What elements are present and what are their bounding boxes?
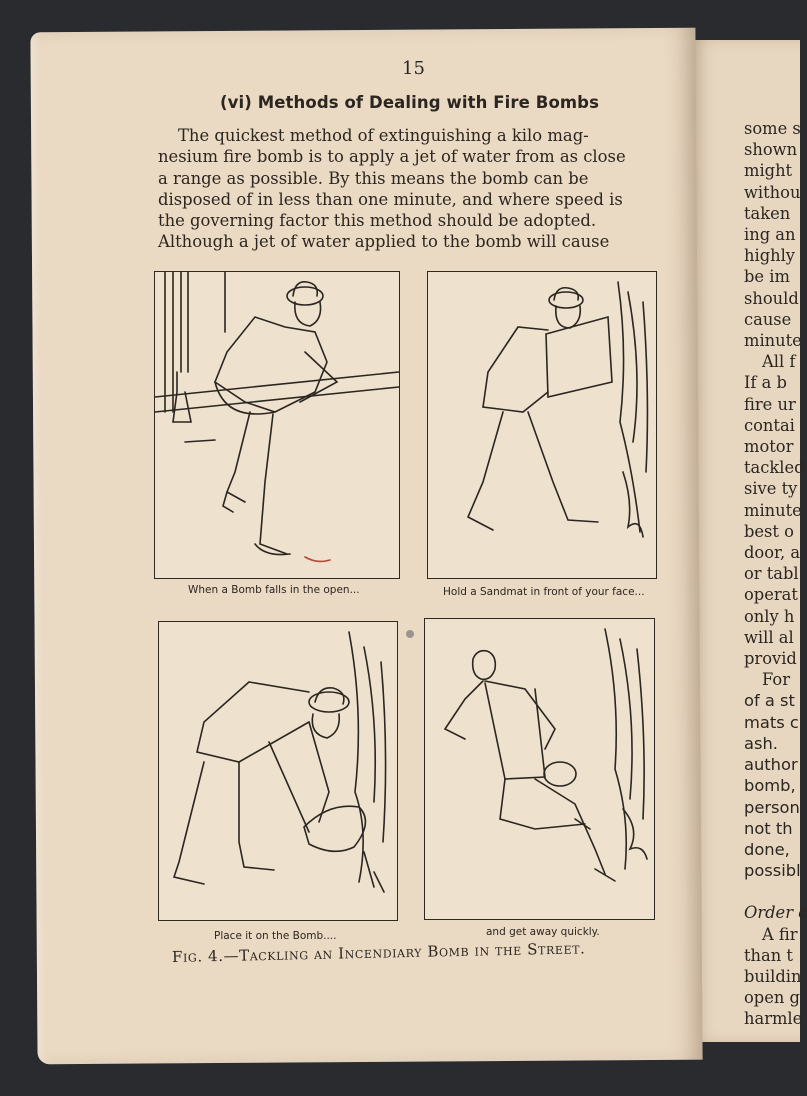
- right-page-line: buildin: [744, 966, 802, 986]
- body-line: Although a jet of water applied to the bomb will cause: [158, 232, 610, 252]
- right-page-line: or tabl: [744, 564, 799, 584]
- right-page-line: fire ur: [744, 394, 796, 414]
- illustration-panel-bomb-falls: [154, 271, 400, 579]
- right-page-line: door, a: [744, 543, 801, 563]
- right-page-line: cause: [744, 309, 792, 329]
- right-page-line: of a st: [744, 691, 795, 711]
- right-page-line: If a b: [744, 373, 787, 393]
- right-page-line: possibl: [744, 861, 801, 881]
- right-page-line: might: [744, 161, 793, 181]
- right-page-line: For: [762, 670, 790, 690]
- man-running-illustration: [155, 272, 399, 578]
- panel-caption: and get away quickly.: [486, 926, 600, 938]
- right-page-line: minute: [744, 331, 802, 351]
- right-page-line: taken: [744, 203, 791, 223]
- illustration-panel-sandmat: [427, 271, 657, 579]
- right-page-line: [744, 881, 804, 902]
- right-page-line: should: [744, 288, 799, 308]
- right-page-line: ash.: [744, 733, 778, 753]
- page-mark: [406, 630, 414, 638]
- right-page-line: not th: [744, 818, 793, 838]
- section-heading: (vi) Methods of Dealing with Fire Bombs: [220, 93, 600, 112]
- body-line: disposed of in less than one minute, and where speed is: [158, 189, 623, 209]
- right-page-line: tackled: [744, 458, 805, 478]
- right-page-line: sive ty: [744, 479, 798, 499]
- illustration-panel-place-on-bomb: [158, 621, 398, 921]
- figure-caption: Fig. 4.—Tackling an Incendiary Bomb in the Street.: [171, 939, 586, 966]
- right-page-line: highly: [744, 246, 796, 266]
- right-page-line: author: [744, 755, 798, 775]
- right-page-line: bomb,: [744, 776, 796, 796]
- right-page-line: than t: [744, 945, 793, 965]
- right-page-text: [744, 118, 807, 1030]
- right-page-line: A fir: [762, 924, 798, 944]
- man-placing-sandmat-illustration: [159, 622, 397, 920]
- page-number: 15: [402, 58, 425, 79]
- man-holding-sandmat-illustration: [428, 272, 656, 578]
- body-line: The quickest method of extinguishing a kilo mag-: [178, 126, 589, 145]
- right-page-line: motor: [744, 437, 794, 457]
- right-page-line: contai: [744, 415, 795, 435]
- body-line: nesium fire bomb is to apply a jet of water from as close: [158, 147, 626, 167]
- right-page-line: minute: [744, 500, 802, 520]
- right-page-line: mats c: [744, 712, 799, 732]
- right-page-line: shown: [744, 140, 798, 160]
- right-page-line: done,: [744, 839, 790, 859]
- right-page-line: be im: [744, 267, 790, 287]
- body-line: the governing factor this method should be adopted.: [158, 211, 597, 231]
- right-page-line: All f: [762, 352, 796, 372]
- panel-caption: Place it on the Bomb....: [214, 930, 337, 942]
- right-page-line: Order c: [744, 903, 807, 923]
- right-page-line: some s: [744, 119, 801, 138]
- body-line: a range as possible. By this means the bomb can be: [158, 168, 589, 188]
- right-page-line: open g: [744, 988, 800, 1008]
- panel-caption: Hold a Sandmat in front of your face...: [443, 586, 645, 598]
- right-page-line: person: [744, 797, 800, 817]
- right-page-line: will al: [744, 627, 794, 647]
- body-paragraph: [158, 125, 658, 253]
- right-page-line: withou: [744, 182, 801, 202]
- right-page-line: best o: [744, 521, 794, 541]
- right-page-line: operat: [744, 585, 798, 605]
- illustration-panel-get-away: [424, 618, 655, 920]
- right-page-line: provid: [744, 649, 797, 669]
- right-page-line: ing an: [744, 225, 796, 245]
- panel-caption: When a Bomb falls in the open...: [188, 584, 360, 596]
- right-page-line: harmle: [744, 1009, 803, 1029]
- right-page-line: only h: [744, 606, 795, 626]
- man-running-away-illustration: [425, 619, 654, 919]
